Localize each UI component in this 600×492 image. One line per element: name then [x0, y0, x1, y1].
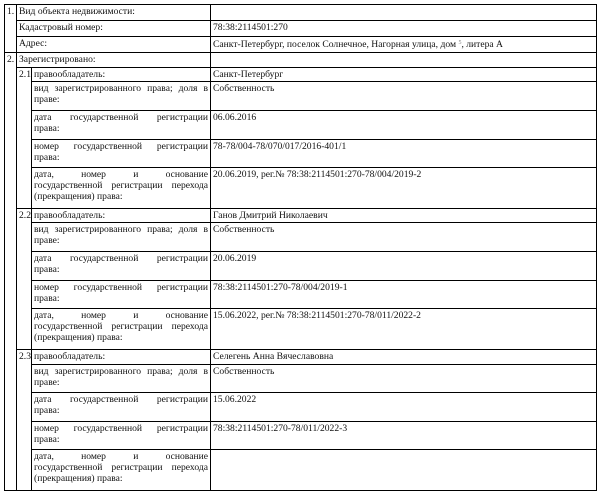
right-type-value: Собственность	[211, 364, 597, 393]
reg-number-row	[5, 139, 597, 168]
reg-number-label-line2: права:	[34, 433, 60, 445]
right-type-value: Собственность	[211, 82, 597, 111]
reg-number-label	[32, 139, 211, 168]
right-type-row	[5, 364, 597, 393]
section-1-title-value	[211, 5, 597, 21]
address-tail: , литера А	[461, 38, 503, 50]
reg-date-label	[32, 111, 211, 140]
transfer-label-line2: государственной регистрации перехода	[34, 462, 208, 474]
reg-date-value: 06.06.2016	[211, 111, 597, 140]
right-type-row	[5, 223, 597, 252]
transfer-label-line3: (прекращения) права:	[34, 191, 123, 203]
address-value	[211, 36, 597, 52]
transfer-label-line1: дата, номер и основание	[34, 451, 208, 463]
right-type-label	[32, 364, 211, 393]
transfer-row	[5, 450, 597, 491]
holder-row	[5, 208, 597, 223]
reg-number-row	[5, 421, 597, 450]
transfer-label-line1: дата, номер и основание	[34, 310, 208, 322]
reg-number-label-line1: номер государственной регистрации	[34, 281, 208, 293]
reg-date-label	[32, 252, 211, 281]
reg-date-label-line2: права:	[34, 405, 60, 417]
reg-date-label-line1: дата государственной регистрации	[34, 394, 208, 406]
holder-row	[5, 349, 597, 364]
cadastral-number-row	[5, 20, 597, 36]
right-type-label	[32, 223, 211, 252]
holder-value: Санкт-Петербург	[211, 67, 597, 82]
holder-value: Селегень Анна Вячеславовна	[211, 349, 597, 364]
holder-label: правообладатель:	[32, 208, 211, 223]
reg-date-value: 15.06.2022	[211, 393, 597, 422]
reg-date-label-line2: права:	[34, 264, 60, 276]
right-type-row	[5, 82, 597, 111]
reg-number-label-line2: права:	[34, 292, 60, 304]
section-2-title-value	[211, 52, 597, 67]
right-type-label	[32, 82, 211, 111]
reg-number-row	[5, 280, 597, 309]
transfer-label-line1: дата, номер и основание	[34, 169, 208, 181]
right-type-label-line2: праве:	[34, 235, 60, 247]
reg-date-label	[32, 393, 211, 422]
section-2-title: Зарегистрировано:	[17, 52, 211, 67]
transfer-label	[32, 309, 211, 349]
section-1-title: Вид объекта недвижимости:	[17, 5, 211, 21]
cadastral-number-value: 78:38:2114501:270	[211, 20, 597, 36]
transfer-row	[5, 309, 597, 349]
transfer-label	[32, 168, 211, 208]
transfer-value	[211, 450, 597, 491]
transfer-row	[5, 168, 597, 208]
transfer-label	[32, 450, 211, 491]
address-label: Адрес:	[17, 36, 211, 52]
reg-date-label-line1: дата государственной регистрации	[34, 253, 208, 265]
transfer-label-line2: государственной регистрации перехода	[34, 180, 208, 192]
section-1-number: 1.	[5, 5, 17, 53]
transfer-label-line3: (прекращения) права:	[34, 332, 123, 344]
reg-number-value: 78:38:2114501:270-78/004/2019-1	[211, 280, 597, 309]
reg-number-value: 78:38:2114501:270-78/011/2022-3	[211, 421, 597, 450]
holder-number: 2.1	[17, 67, 32, 208]
address-house-sup: 5	[458, 39, 462, 46]
transfer-value: 15.06.2022, рег.№ 78:38:2114501:270-78/011/2022-2	[211, 309, 597, 349]
holder-value: Ганов Дмитрий Николаевич	[211, 208, 597, 223]
reg-number-value: 78-78/004-78/070/017/2016-401/1	[211, 139, 597, 168]
holder-row	[5, 67, 597, 82]
right-type-label-line1: вид зарегистрированного права; доля в	[34, 365, 208, 377]
transfer-value: 20.06.2019, рег.№ 78:38:2114501:270-78/004/2019-2	[211, 168, 597, 208]
right-type-label-line1: вид зарегистрированного права; доля в	[34, 83, 208, 95]
cadastral-number-label: Кадастровый номер:	[17, 20, 211, 36]
reg-date-label-line1: дата государственной регистрации	[34, 112, 208, 124]
holder-number: 2.2	[17, 208, 32, 349]
address-row	[5, 36, 597, 52]
reg-number-label-line1: номер государственной регистрации	[34, 140, 208, 152]
holder-label: правообладатель:	[32, 349, 211, 364]
right-type-value: Собственность	[211, 223, 597, 252]
section-2-header-row	[5, 52, 597, 67]
holder-number: 2.3	[17, 349, 32, 490]
reg-date-value: 20.06.2019	[211, 252, 597, 281]
registry-table	[4, 4, 597, 491]
reg-date-row	[5, 252, 597, 281]
transfer-label-line2: государственной регистрации перехода	[34, 321, 208, 333]
transfer-label-line3: (прекращения) права:	[34, 473, 123, 485]
reg-number-label	[32, 280, 211, 309]
reg-date-label-line2: права:	[34, 123, 60, 135]
right-type-label-line2: праве:	[34, 94, 60, 106]
holder-label: правообладатель:	[32, 67, 211, 82]
reg-date-row	[5, 393, 597, 422]
right-type-label-line1: вид зарегистрированного права; доля в	[34, 224, 208, 236]
reg-number-label-line1: номер государственной регистрации	[34, 422, 208, 434]
section-2-number: 2.	[5, 52, 17, 490]
reg-date-row	[5, 111, 597, 140]
address-text: Санкт-Петербург, поселок Солнечное, Нагорная улица, дом	[213, 38, 457, 50]
reg-number-label-line2: права:	[34, 151, 60, 163]
right-type-label-line2: праве:	[34, 376, 60, 388]
section-1-header-row	[5, 5, 597, 21]
reg-number-label	[32, 421, 211, 450]
